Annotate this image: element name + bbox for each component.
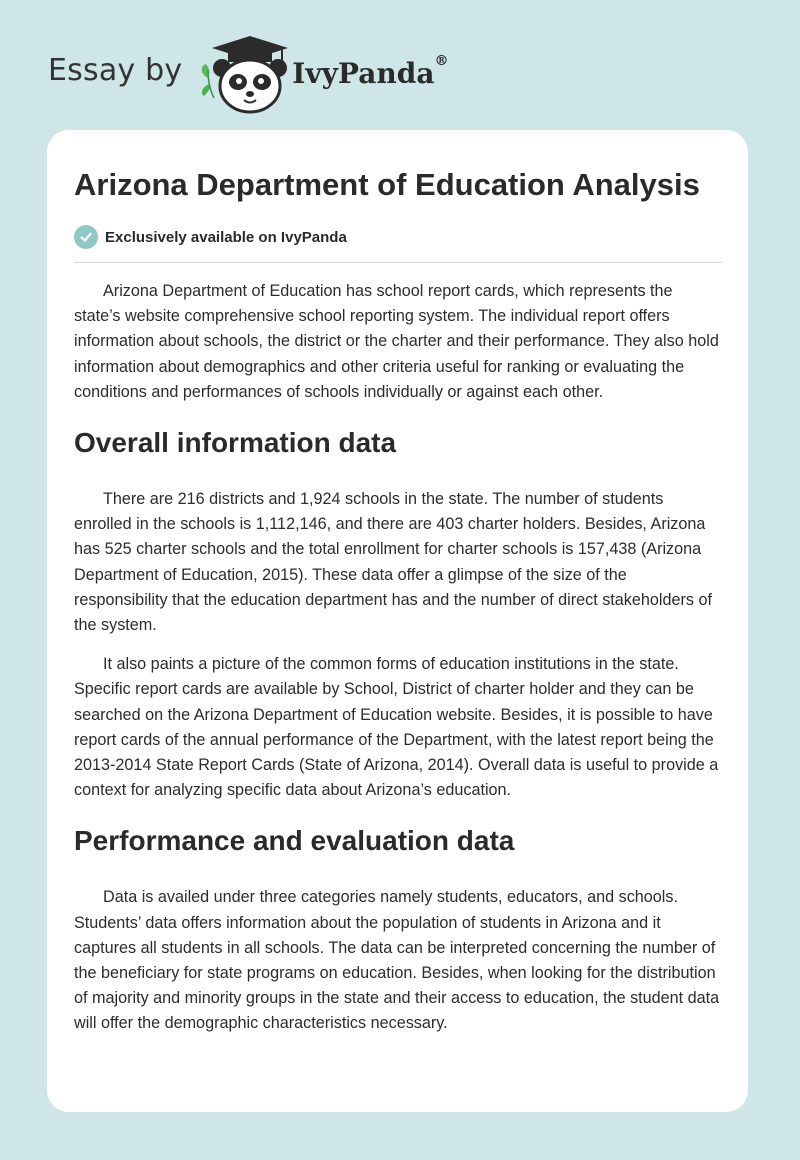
panda-graduate-logo-icon[interactable] — [198, 34, 290, 114]
divider — [74, 262, 722, 263]
check-icon — [74, 225, 98, 249]
paragraph: It also paints a picture of the common forms of education institutions in the state. Specific report cards are available by School, District of charter holder and they can be searched on the Arizona Department of Education website. Besides, it is possible to have report cards of the annual performance of the Department, with the latest report being the 2013-2014 State Report Cards (State of Arizona, 2014). Overall data is useful to provide a context for analyzing specific data about Arizona’s education. — [74, 655, 719, 800]
exclusive-badge — [74, 225, 722, 249]
site-header — [48, 34, 448, 114]
article-card — [47, 130, 748, 1112]
article-title: Arizona Department of Education Analysis — [74, 167, 700, 202]
section-heading-performance: Performance and evaluation data — [74, 825, 515, 857]
section-heading-overall: Overall information data — [74, 427, 397, 459]
essay-by-label: Essay by — [48, 52, 183, 88]
paragraph: Arizona Department of Education has school report cards, which represents the state’s website comprehensive school reporting system. The individual report offers information about schools, the district or the charter and their performance. They also hold information about demographics and other criteria useful for ranking or evaluating the conditions and performances of schools individually or against each other. — [74, 282, 719, 401]
paragraph: Data is availed under three categories namely students, educators, and schools. Students’ data offers information about the population of students in Arizona and it captures all students in all schools. The data can be interpreted concerning the number of the beneficiary for state programs on education. Besides, when looking for the distribution of majority and minority groups in the state and their access to education, the student data will offer the demographic characteristics necessary. — [74, 888, 720, 1033]
exclusive-label: Exclusively available on IvyPanda — [105, 228, 347, 246]
brand-name[interactable]: IvyPanda® — [292, 52, 449, 90]
paragraph: There are 216 districts and 1,924 schools in the state. The number of students enrolled in the schools is 1,112,146, and there are 403 charter holders. Besides, Arizona has 525 charter schools and the total enrollment for charter schools is 157,438 (Arizona Department of Education, 2015). These data offer a glimpse of the size of the responsibility that the education department has and the number of direct stakeholders of the system. — [74, 490, 712, 635]
